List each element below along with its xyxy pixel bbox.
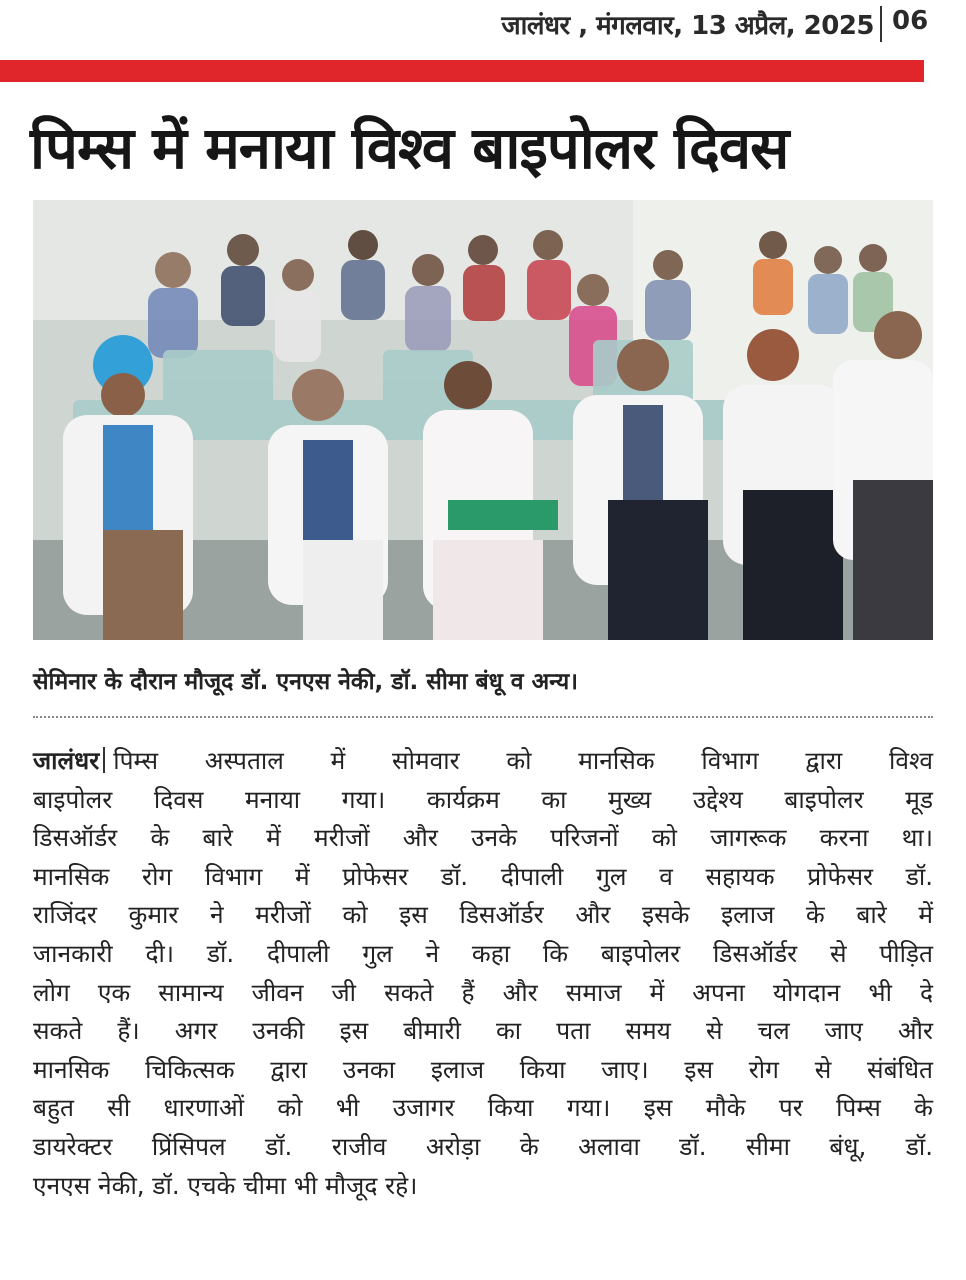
photo-caption: सेमिनार के दौरान मौजूद डॉ. एनएस नेकी, डॉ. सीमा बंधू व अन्य। bbox=[33, 669, 578, 695]
photo-image-icon bbox=[33, 200, 933, 640]
body-line: जानकारी दी। डॉ. दीपाली गुल ने कहा कि बाइपोलर डिसऑर्डर से पीड़ित bbox=[33, 938, 933, 968]
place-divider bbox=[103, 747, 105, 773]
body-text: पिम्स अस्पताल में सोमवार को मानसिक विभाग द्वारा विश्व bbox=[113, 746, 933, 775]
body-line: लोग एक सामान्य जीवन जी सकते हैं और समाज में अपना योगदान भी दे bbox=[33, 977, 933, 1007]
body-line: सकते हैं। अगर उनकी इस बीमारी का पता समय से चल जाए और bbox=[33, 1016, 933, 1046]
headline: पिम्स में मनाया विश्व बाइपोलर दिवस bbox=[30, 114, 789, 182]
caption-divider bbox=[33, 716, 933, 718]
body-line: राजिंदर कुमार ने मरीजों को इस डिसऑर्डर और इसके इलाज के बारे में bbox=[33, 900, 933, 930]
body-line: मानसिक चिकित्सक द्वारा उनका इलाज किया जाए। इस रोग से संबंधित bbox=[33, 1054, 933, 1084]
body-line: एनएस नेकी, डॉ. एचके चीमा भी मौजूद रहे। bbox=[33, 1170, 418, 1200]
body-line bbox=[33, 742, 933, 781]
red-rule bbox=[0, 60, 924, 82]
body-line: बाइपोलर दिवस मनाया गया। कार्यक्रम का मुख्य उद्देश्य बाइपोलर मूड bbox=[33, 784, 933, 814]
article-body bbox=[33, 742, 933, 1205]
body-line: डिसऑर्डर के बारे में मरीजों और उनके परिजनों को जागरूक करना था। bbox=[33, 823, 933, 853]
dateline-place: जालंधर bbox=[33, 746, 100, 775]
body-line: मानसिक रोग विभाग में प्रोफेसर डॉ. दीपाली गुल व सहायक प्रोफेसर डॉ. bbox=[33, 861, 933, 891]
dateline-divider bbox=[880, 6, 882, 42]
page-number: 06 bbox=[892, 6, 929, 36]
masthead bbox=[0, 0, 966, 50]
body-line: बहुत सी धारणाओं को भी उजागर किया गया। इस मौके पर पिम्स के bbox=[33, 1093, 933, 1123]
news-photo bbox=[33, 200, 933, 640]
body-line: डायरेक्टर प्रिंसिपल डॉ. राजीव अरोड़ा के अलावा डॉ. सीमा बंधू, डॉ. bbox=[33, 1131, 933, 1161]
dateline: जालंधर , मंगलवार, 13 अप्रैल, 2025 bbox=[501, 11, 874, 41]
